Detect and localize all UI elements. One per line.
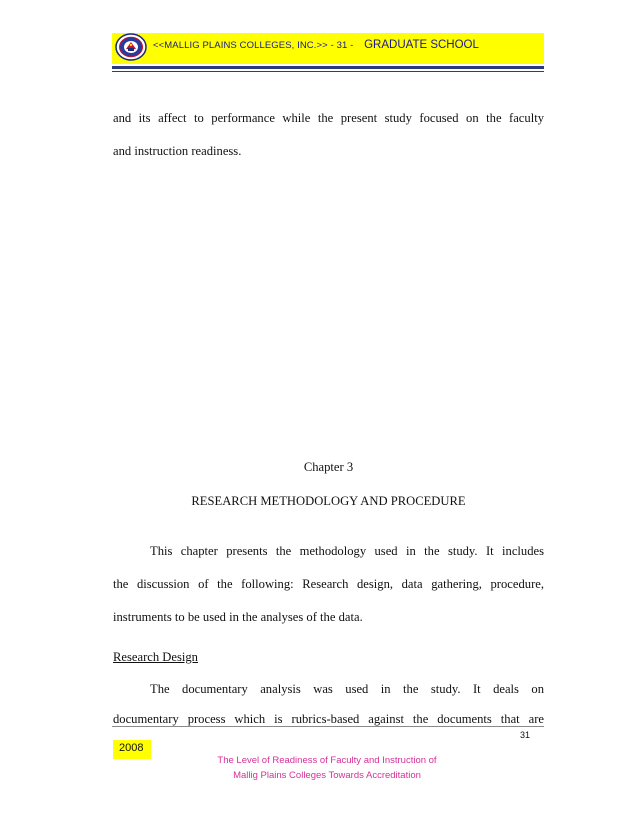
chapter-label: Chapter 3 (303, 460, 354, 474)
header-rule-thin (112, 71, 544, 72)
year-label: 2008 (119, 742, 144, 754)
paragraph-line: the discussion of the following: Research design, data gathering, procedure, (113, 577, 544, 591)
running-header (153, 39, 479, 51)
section-heading: Research Design (113, 650, 198, 664)
paragraph-line: documentary process which is rubrics-based against the documents that are (113, 712, 544, 726)
paragraph-line: instruments to be used in the analyses of the data. (113, 610, 363, 624)
paragraph-line: and its affect to performance while the present study focused on the faculty (113, 111, 544, 125)
header-school: GRADUATE SCHOOL (364, 39, 479, 51)
chapter-title: RESEARCH METHODOLOGY AND PROCEDURE (191, 494, 466, 508)
paragraph-line: and instruction readiness. (113, 144, 242, 158)
footer-rule (112, 726, 544, 727)
header-page-marker: - 31 - (330, 40, 354, 51)
college-seal-icon (115, 33, 147, 61)
header-rule (112, 66, 544, 69)
page-number: 31 (520, 730, 531, 740)
footer-title-line1: The Level of Readiness of Faculty and Instruction of (217, 755, 437, 766)
header-college: <<MALLIG PLAINS COLLEGES, INC.>> (153, 40, 328, 51)
paragraph-line: This chapter presents the methodology used in the study. It includes (150, 544, 544, 558)
footer-title-line2: Mallig Plains Colleges Towards Accreditation (233, 770, 421, 781)
paragraph-line: The documentary analysis was used in the study. It deals on (150, 682, 544, 696)
